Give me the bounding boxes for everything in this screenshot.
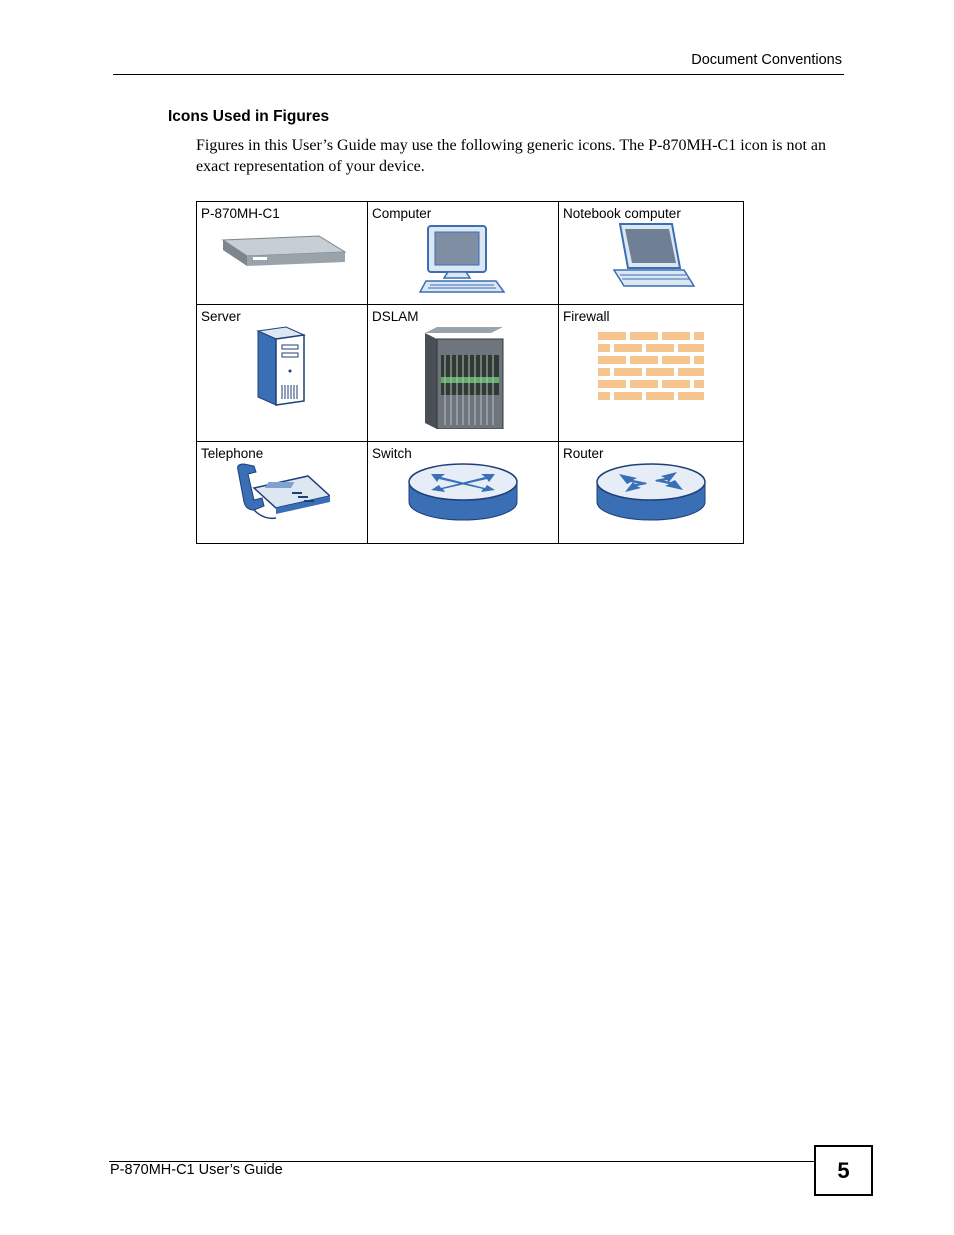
table-row [197,202,744,305]
notebook-computer-icon [606,222,696,290]
dslam-icon [421,325,505,429]
table-cell [368,202,559,305]
cell-label: Firewall [563,309,610,324]
table-cell [559,202,744,305]
table-row [197,305,744,442]
modem-device-icon [217,222,347,272]
cell-label: DSLAM [372,309,419,324]
firewall-icon [595,325,707,409]
computer-icon [418,222,508,294]
running-header: Document Conventions [691,52,842,68]
table-row [197,442,744,544]
cell-label: Switch [372,446,412,461]
switch-icon [407,462,519,524]
table-cell [559,305,744,442]
telephone-icon [234,462,330,522]
router-icon [595,462,707,524]
section-heading: Icons Used in Figures [168,108,330,125]
cell-label: Router [563,446,604,461]
table-cell [197,305,368,442]
cell-label: Notebook computer [563,206,681,221]
server-icon [252,325,312,407]
table-cell [368,305,559,442]
table-cell [559,442,744,544]
cell-label: Telephone [201,446,264,461]
table-cell [197,442,368,544]
footer-guide-title: P-870MH-C1 User’s Guide [110,1162,283,1178]
table-cell [368,442,559,544]
cell-label: P-870MH-C1 [201,206,280,221]
cell-label: Server [201,309,241,324]
body-paragraph: Figures in this User’s Guide may use the following generic icons. The P-870MH-C1 icon is not an exact representation of your device. [196,137,826,175]
table-cell [197,202,368,305]
page-number: 5 [814,1145,873,1196]
header-rule [113,74,844,75]
icon-table [196,201,744,544]
cell-label: Computer [372,206,432,221]
